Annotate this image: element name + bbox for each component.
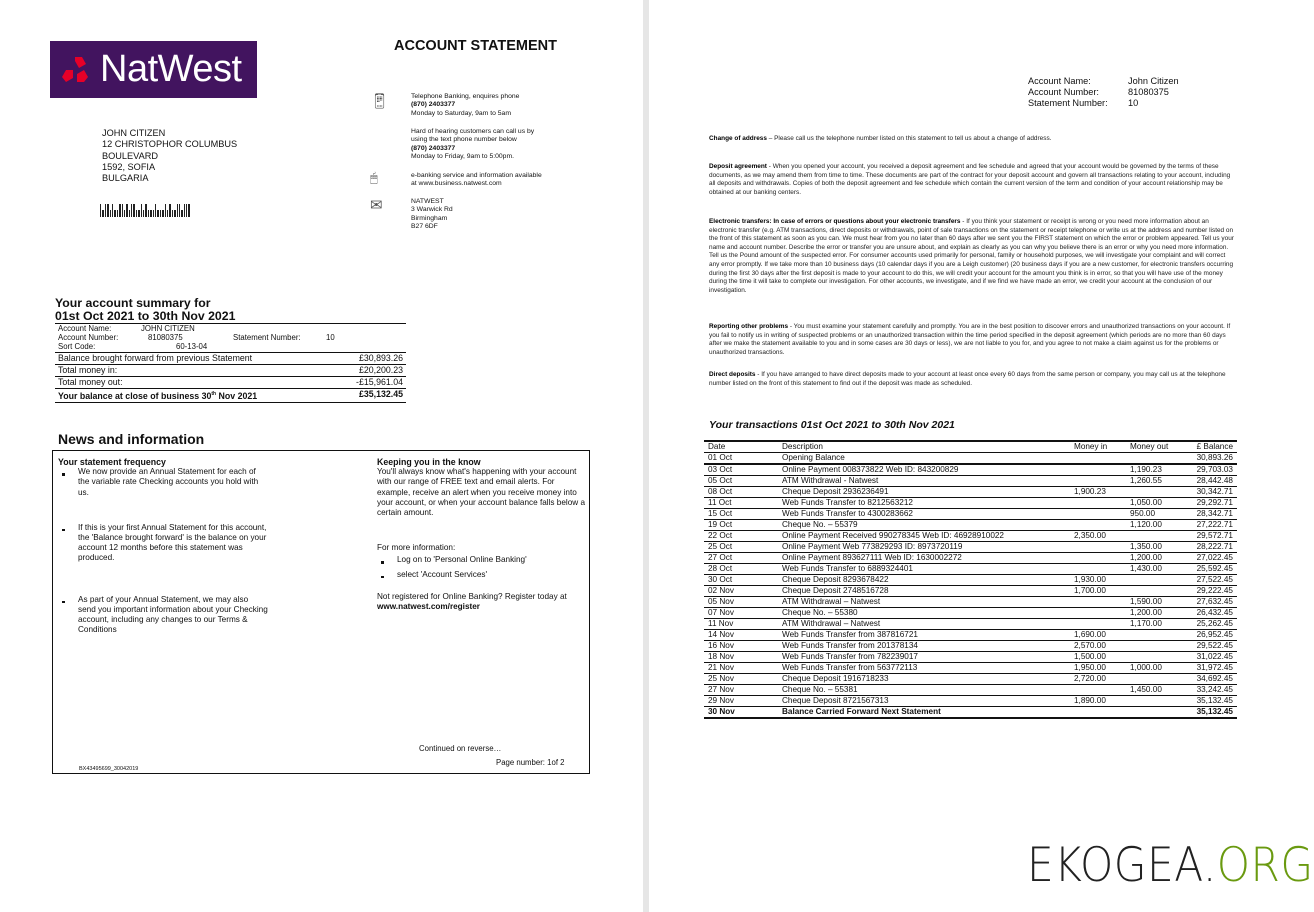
cell-money-out: 1,200.00 — [1126, 553, 1188, 564]
notice-heading: Reporting other problems — [709, 323, 789, 330]
watermark-text: EKOGEA. — [1027, 838, 1217, 893]
account-number: 81080375 — [1128, 87, 1169, 98]
address-line: JOHN CITIZEN — [102, 128, 166, 138]
barcode-bar — [107, 204, 108, 217]
postal-barcode — [100, 203, 190, 217]
table-row — [704, 630, 1237, 641]
table-row — [704, 487, 1237, 498]
address-line: BULGARIA — [102, 173, 149, 184]
table-row — [704, 652, 1237, 663]
cell-money-out: 1,450.00 — [1126, 685, 1188, 696]
cell-date: 16 Nov — [704, 641, 778, 652]
cell-money-in — [1070, 509, 1126, 520]
cell-money-out — [1126, 586, 1188, 597]
cell-description: Web Funds Transfer from 563772113 — [778, 663, 1070, 674]
cell-description: Cheque Deposit 8721567313 — [778, 696, 1070, 707]
barcode-bar — [148, 210, 149, 217]
cell-money-out: 1,050.00 — [1126, 498, 1188, 509]
cell-date: 05 Oct — [704, 476, 778, 487]
cell-balance: 30,342.71 — [1188, 487, 1237, 498]
cell-balance: 27,632.45 — [1188, 597, 1237, 608]
cell-date: 15 Oct — [704, 509, 778, 520]
barcode-bar — [131, 204, 132, 217]
cell-description: Cheque No. – 55379 — [778, 520, 1070, 531]
cell-money-out: 1,000.00 — [1126, 663, 1188, 674]
notice-direct-deposits — [709, 371, 1237, 388]
table-row — [704, 586, 1237, 597]
cell-balance: 26,952.45 — [1188, 630, 1237, 641]
address-line: 12 CHRISTOPHOR COLUMBUS — [102, 139, 238, 150]
summary-row — [55, 376, 406, 388]
row-value: £20,200.23 — [358, 365, 403, 375]
label: Account Number: — [1028, 87, 1099, 98]
cell-description: Cheque Deposit 8293678422 — [778, 575, 1070, 586]
text-phone-hours: Monday to Friday, 9am to 5:00pm. — [411, 152, 515, 160]
cell-balance: 29,292.71 — [1188, 498, 1237, 509]
barcode-bar — [145, 204, 146, 217]
barcode-bar — [114, 210, 115, 217]
transactions-table — [704, 440, 1237, 719]
cell-date: 30 Oct — [704, 575, 778, 586]
customer-address — [102, 128, 237, 184]
barcode-bar — [174, 210, 175, 217]
cell-date: 21 Nov — [704, 663, 778, 674]
cell-money-in — [1070, 476, 1126, 487]
summary-row — [55, 352, 406, 364]
table-row — [704, 707, 1237, 719]
cell-balance: 29,522.45 — [1188, 641, 1237, 652]
notice-text: – Please call us the telephone number listed on this statement to tell us about a change of address. — [766, 135, 1052, 142]
table-row — [704, 674, 1237, 685]
row-label: Total money in: — [58, 365, 118, 375]
label: Sort Code: — [58, 342, 96, 351]
row-value: -£15,961.04 — [356, 377, 403, 387]
label: Account Name: — [1028, 76, 1091, 86]
closing-value: £35,132.45 — [358, 389, 403, 399]
cell-balance: 29,703.03 — [1188, 464, 1237, 476]
row-value: £30,893.26 — [358, 353, 403, 363]
section-heading: Your statement frequency — [58, 457, 166, 467]
cell-balance: 31,972.45 — [1188, 663, 1237, 674]
barcode-bar — [160, 210, 161, 217]
column-header-money-out: Money out — [1126, 441, 1188, 453]
mail-line: Birmingham — [411, 214, 448, 222]
table-row — [704, 608, 1237, 619]
cell-money-in — [1070, 453, 1126, 465]
barcode-bar — [100, 204, 101, 217]
cell-money-in: 1,700.00 — [1070, 586, 1126, 597]
cell-balance: 35,132.45 — [1188, 696, 1237, 707]
cell-date: 05 Nov — [704, 597, 778, 608]
cell-date: 02 Nov — [704, 586, 778, 597]
address-line: BOULEVARD — [102, 150, 158, 161]
cell-balance: 29,572.71 — [1188, 531, 1237, 542]
news-title: News and information — [58, 431, 205, 447]
statement-number: 10 — [1128, 98, 1139, 109]
mail-contact — [411, 198, 453, 231]
label: Statement Number: — [233, 333, 301, 342]
cell-description: Online Payment 008373822 Web ID: 843200829 — [778, 464, 1070, 476]
cell-money-in — [1070, 542, 1126, 553]
cell-money-in — [1070, 597, 1126, 608]
cell-description: Cheque Deposit 1916718233 — [778, 674, 1070, 685]
table-row — [704, 464, 1237, 476]
cell-money-out — [1126, 453, 1188, 465]
cell-date: 01 Oct — [704, 453, 778, 465]
barcode-bar — [117, 210, 118, 217]
cell-money-out: 1,260.55 — [1126, 476, 1188, 487]
cell-balance: 25,592.45 — [1188, 564, 1237, 575]
cell-money-in — [1070, 707, 1126, 719]
cell-date: 28 Oct — [704, 564, 778, 575]
barcode-bar — [102, 210, 103, 217]
table-row — [704, 575, 1237, 586]
mail-line: NATWEST — [411, 198, 444, 205]
cell-money-out — [1126, 674, 1188, 685]
notice-text: - You must examine your statement carefully and promptly. You are in the best position to discover errors and unauthorized transactions on your account. If you fail to notify us in writing of suspected problems or an unauthorized transaction within the time period specified in the deposit agreement (which periods are no more than 60 days after we make the statement available to you and in some cases are 30 days or less), we are not liable to you for, and you agree to not make a claim against us for the problems or unauthorized transactions. — [709, 323, 1231, 356]
page-number: Page number: 1of 2 — [496, 758, 565, 767]
cell-money-out: 1,350.00 — [1126, 542, 1188, 553]
cell-date: 22 Oct — [704, 531, 778, 542]
bullet-item: select 'Account Services' — [377, 570, 589, 580]
news-box — [52, 450, 590, 774]
barcode-bar — [126, 204, 127, 217]
closing-balance-row — [55, 388, 406, 403]
column-header-money-in: Money in — [1070, 441, 1126, 453]
notice-heading: Direct deposits — [709, 371, 756, 378]
bullet-item: If this is your first Annual Statement for this account, the 'Balance brought forward' is the balance on your account 12 months before this statement was produced. — [58, 523, 268, 564]
cell-money-out: 1,590.00 — [1126, 597, 1188, 608]
notice-change-of-address — [709, 135, 1237, 144]
barcode-bar — [122, 204, 123, 217]
cell-money-in — [1070, 498, 1126, 509]
summary-row — [55, 364, 406, 376]
column-header-balance: £ Balance — [1188, 441, 1237, 453]
account-name: John Citizen — [1128, 76, 1179, 86]
table-row — [704, 619, 1237, 630]
cell-date: 27 Nov — [704, 685, 778, 696]
sort-code: 60-13-04 — [176, 342, 208, 351]
phone-number: (870) 2403377 — [411, 101, 456, 109]
cell-balance: 25,262.45 — [1188, 619, 1237, 630]
row-label: Balance brought forward from previous Statement — [58, 353, 253, 363]
notice-deposit-agreement — [709, 163, 1237, 197]
cell-date: 19 Oct — [704, 520, 778, 531]
register-text — [377, 592, 589, 612]
cell-money-in: 1,690.00 — [1070, 630, 1126, 641]
cell-money-out: 1,190.23 — [1126, 464, 1188, 476]
table-row — [704, 641, 1237, 652]
phone-label: Telephone Banking, enquires phone — [411, 93, 520, 100]
cell-date: 11 Oct — [704, 498, 778, 509]
watermark — [1027, 838, 1314, 893]
cell-money-in: 2,350.00 — [1070, 531, 1126, 542]
bullet-item: We now provide an Annual Statement for each of the variable rate Checking accounts you hold with us. — [58, 467, 268, 498]
notice-text: - If you think your statement or receipt is wrong or you need more information about an electronic transfer (e.g. ATM transactions, direct deposits or withdrawals, point of sale transactions on the statement or receipt telephone or write us at the address and number listed on the front of this statement as soon as you can. We must hear from you no later than 60 days after we sent you the FIRST statement on which the error or problem appeared. Tell us your name and account number. Describe the error or transfer you are unsure about, and explain as clearly as you can why you believe there is an error or why you need more information. Tell us the Pound amount of the suspected error. For consumer accounts used primarily for personal, family or household purposes, we will investigate your complaint and will correct any error promptly. If we take more than 10 business days (10 calendar days if you are a Leigh customer) (20 business days if you are a new customer, for electronic transfers occurring during the first 30 days after the first deposit is made to your account to do this, we will credit your account for the amount you think is in error, so that you will have use of the money during the time it will take to complete our investigation. For other accounts, we investigate, and if we find we have made an error, we credit your account at the conclusion of our investigation. — [709, 218, 1234, 294]
cell-money-in — [1070, 553, 1126, 564]
cell-date: 18 Nov — [704, 652, 778, 663]
register-link[interactable]: www.natwest.com/register — [377, 602, 480, 612]
barcode-bar — [155, 204, 156, 217]
statement-frequency — [58, 457, 268, 635]
phone-hours: Monday to Saturday, 9am to 5am — [411, 109, 511, 117]
address-line: 1592, SOFIA — [102, 161, 156, 172]
barcode-bar — [172, 210, 173, 217]
barcode-bar — [110, 210, 111, 217]
barcode-bar — [179, 204, 180, 217]
cell-money-in: 2,570.00 — [1070, 641, 1126, 652]
cell-money-out — [1126, 707, 1188, 719]
envelope-icon: ✉︎ — [370, 197, 383, 214]
cell-date: 27 Oct — [704, 553, 778, 564]
cell-money-in: 1,890.00 — [1070, 696, 1126, 707]
cell-description: Cheque Deposit 2748516728 — [778, 586, 1070, 597]
notice-heading: Deposit agreement — [709, 163, 767, 170]
table-row — [704, 542, 1237, 553]
summary-title: Your account summary for — [55, 296, 211, 310]
table-row — [704, 553, 1237, 564]
cell-balance: 28,342.71 — [1188, 509, 1237, 520]
page-separator — [643, 0, 649, 912]
cell-date: 08 Oct — [704, 487, 778, 498]
cell-money-in — [1070, 564, 1126, 575]
cell-money-out: 1,170.00 — [1126, 619, 1188, 630]
cell-date: 03 Oct — [704, 464, 778, 476]
barcode-bar — [129, 210, 130, 217]
notice-heading: Electronic transfers: In case of errors or questions about your electronic transfers — [709, 218, 961, 225]
brand-name: NatWest — [100, 48, 242, 90]
phone-contact — [411, 93, 519, 118]
register-prefix: Not registered for Online Banking? Register today at — [377, 591, 567, 601]
cell-description: Web Funds Transfer to 8212563212 — [778, 498, 1070, 509]
table-row — [704, 476, 1237, 487]
web-line: e-banking service and information available — [411, 172, 542, 179]
notice-reporting-problems — [709, 323, 1237, 357]
cell-money-out — [1126, 696, 1188, 707]
row-label: Total money out: — [58, 377, 123, 387]
barcode-bar — [141, 204, 142, 217]
notice-electronic-transfers — [709, 218, 1237, 295]
column-header-date: Date — [704, 441, 778, 453]
cell-date: 25 Nov — [704, 674, 778, 685]
table-row — [704, 564, 1237, 575]
reference-code: BX43495699_30042019 — [79, 766, 139, 772]
cell-money-out: 1,120.00 — [1126, 520, 1188, 531]
cell-money-out — [1126, 531, 1188, 542]
web-contact — [411, 172, 542, 189]
barcode-bar — [181, 210, 182, 217]
cell-balance: 33,242.45 — [1188, 685, 1237, 696]
cell-description: Cheque No. – 55381 — [778, 685, 1070, 696]
cell-description: Web Funds Transfer from 201378134 — [778, 641, 1070, 652]
cell-balance: 31,022.45 — [1188, 652, 1237, 663]
cell-money-out: 1,200.00 — [1126, 608, 1188, 619]
cell-description: Web Funds Transfer from 387816721 — [778, 630, 1070, 641]
table-row — [704, 520, 1237, 531]
table-row — [704, 685, 1237, 696]
notice-heading: Change of address — [709, 135, 767, 142]
table-header — [704, 441, 1237, 453]
cell-money-in: 1,950.00 — [1070, 663, 1126, 674]
web-line: at www.business.natwest.com — [411, 180, 502, 188]
table-row — [704, 453, 1237, 465]
account-summary — [55, 297, 406, 403]
cell-balance: 27,522.45 — [1188, 575, 1237, 586]
cell-money-in: 1,930.00 — [1070, 575, 1126, 586]
cell-balance: 34,692.45 — [1188, 674, 1237, 685]
cell-money-in — [1070, 464, 1126, 476]
account-name: JOHN CITIZEN — [141, 324, 195, 333]
closing-label-end: Nov 2021 — [216, 390, 258, 401]
label: Account Name: — [58, 324, 112, 333]
cell-date: 25 Oct — [704, 542, 778, 553]
barcode-bar — [153, 210, 154, 217]
cell-date: 14 Nov — [704, 630, 778, 641]
barcode-bar — [177, 204, 178, 217]
barcode-bar — [169, 204, 170, 217]
cell-description: ATM Withdrawal - Natwest — [778, 476, 1070, 487]
table-row — [704, 663, 1237, 674]
cell-description: Online Payment Received 990278345 Web ID: 46928910022 — [778, 531, 1070, 542]
closing-label: Your balance at close of business 30 — [58, 390, 212, 401]
cell-description: Web Funds Transfer to 4300283662 — [778, 509, 1070, 520]
cell-money-out — [1126, 652, 1188, 663]
barcode-bar — [119, 204, 120, 217]
cell-description: ATM Withdrawal – Natwest — [778, 619, 1070, 630]
barcode-bar — [143, 210, 144, 217]
cell-money-out: 1,430.00 — [1126, 564, 1188, 575]
paragraph: For more information: — [377, 543, 456, 553]
table-row — [704, 597, 1237, 608]
cell-money-in: 2,720.00 — [1070, 674, 1126, 685]
barcode-bar — [162, 210, 163, 217]
text-phone-label: Hard of hearing customers can call us by — [411, 128, 535, 135]
cell-money-in — [1070, 619, 1126, 630]
barcode-bar — [138, 210, 139, 217]
barcode-bar — [105, 204, 106, 217]
table-row — [704, 498, 1237, 509]
notice-text: - If you have arranged to have direct deposits made to your account at least once every 60 days from the same person or company, you may call us at the telephone number listed on the front of this statement to find out if the deposit was made as scheduled. — [709, 371, 1226, 387]
cell-date: 29 Nov — [704, 696, 778, 707]
table-row — [704, 509, 1237, 520]
mobile-phone-icon: 📱︎ — [370, 93, 390, 110]
cell-balance: 28,442.48 — [1188, 476, 1237, 487]
row-label — [58, 389, 257, 402]
paragraph: You'll always know what's happening with your account with our range of FREE text and email alerts. For example, receive an alert when you receive money into your account, or when your account balance falls below a certain amount. — [377, 467, 585, 518]
barcode-bar — [167, 210, 168, 217]
cell-balance: 29,222.45 — [1188, 586, 1237, 597]
cell-description: Web Funds Transfer from 782239017 — [778, 652, 1070, 663]
page2-account-info — [1028, 76, 1179, 110]
barcode-bar — [133, 204, 134, 217]
transactions-title: Your transactions 01st Oct 2021 to 30th Nov 2021 — [709, 419, 955, 431]
barcode-bar — [186, 204, 187, 217]
watermark-suffix: ORG — [1216, 838, 1314, 893]
cell-balance: 27,222.71 — [1188, 520, 1237, 531]
text-phone-label: using the text phone number below — [411, 136, 517, 144]
bullet-item: Log on to 'Personal Online Banking' — [377, 555, 589, 565]
column-header-description: Description — [778, 441, 1070, 453]
cell-date: 11 Nov — [704, 619, 778, 630]
cell-balance: 35,132.45 — [1188, 707, 1237, 719]
label: Statement Number: — [1028, 98, 1108, 109]
cell-description: Web Funds Transfer to 6889324401 — [778, 564, 1070, 575]
cell-balance: 27,022.45 — [1188, 553, 1237, 564]
natwest-cubes-icon — [58, 55, 92, 85]
cell-money-in — [1070, 685, 1126, 696]
cell-money-in — [1070, 608, 1126, 619]
section-heading: Keeping you in the know — [377, 457, 481, 467]
barcode-bar — [136, 210, 137, 217]
summary-meta — [55, 324, 406, 352]
barcode-bar — [184, 204, 185, 217]
table-row — [704, 531, 1237, 542]
cell-description: Cheque Deposit 2936236491 — [778, 487, 1070, 498]
cell-balance: 28,222.71 — [1188, 542, 1237, 553]
barcode-bar — [150, 210, 151, 217]
barcode-bar — [157, 210, 158, 217]
cell-money-in — [1070, 520, 1126, 531]
mail-line: 3 Warwick Rd — [411, 206, 453, 214]
barcode-bar — [188, 204, 189, 217]
mouse-icon: 🖱︎ — [370, 170, 378, 185]
cell-money-in: 1,500.00 — [1070, 652, 1126, 663]
cell-description: ATM Withdrawal – Natwest — [778, 597, 1070, 608]
cell-money-in: 1,900.23 — [1070, 487, 1126, 498]
barcode-bar — [112, 204, 113, 217]
keeping-in-know — [377, 457, 589, 612]
cell-balance: 30,893.26 — [1188, 453, 1237, 465]
barcode-bar — [124, 210, 125, 217]
cell-description: Online Payment Web 773829293 ID: 8973720119 — [778, 542, 1070, 553]
mail-line: B27 6DF — [411, 222, 438, 230]
cell-money-out: 950.00 — [1126, 509, 1188, 520]
cell-money-out — [1126, 575, 1188, 586]
summary-period: 01st Oct 2021 to 30th Nov 2021 — [55, 309, 236, 323]
statement-number: 10 — [326, 333, 335, 342]
cell-balance: 26,432.45 — [1188, 608, 1237, 619]
table-row — [704, 696, 1237, 707]
account-number: 81080375 — [148, 333, 183, 342]
page-title: ACCOUNT STATEMENT — [394, 38, 557, 54]
cell-description: Balance Carried Forward Next Statement — [778, 707, 1070, 719]
cell-date: 30 Nov — [704, 707, 778, 719]
cell-description: Online Payment 893627111 Web ID: 1630002272 — [778, 553, 1070, 564]
bullet-item: As part of your Annual Statement, we may also send you important information about your Checking account, including any changes to our Terms & Conditions — [58, 595, 268, 636]
cell-date: 07 Nov — [704, 608, 778, 619]
cell-money-out — [1126, 487, 1188, 498]
cell-description: Cheque No. – 55380 — [778, 608, 1070, 619]
text-phone-contact — [411, 128, 534, 161]
text-phone-number: (870) 2403377 — [411, 144, 456, 152]
natwest-logo — [50, 41, 257, 98]
notice-text: - When you opened your account, you received a deposit agreement and fee schedule and agreed that your account would be governed by the terms of these documents, as we may amend them from time to time. These documents are part of the contract for your deposit account and govern all transactions relating to your account, including all deposits and withdrawals. Copies of both the deposit agreement and fee schedule which contain the current version of the term and condition of your account relationship may be obtained at our banking centers. — [709, 163, 1231, 196]
cell-money-out — [1126, 630, 1188, 641]
cell-description: Opening Balance — [778, 453, 1070, 465]
label: Account Number: — [58, 333, 119, 342]
barcode-bar — [165, 204, 166, 217]
closing-sup: th — [211, 391, 217, 397]
continued-note: Continued on reverse… — [419, 744, 502, 753]
cell-money-out — [1126, 641, 1188, 652]
